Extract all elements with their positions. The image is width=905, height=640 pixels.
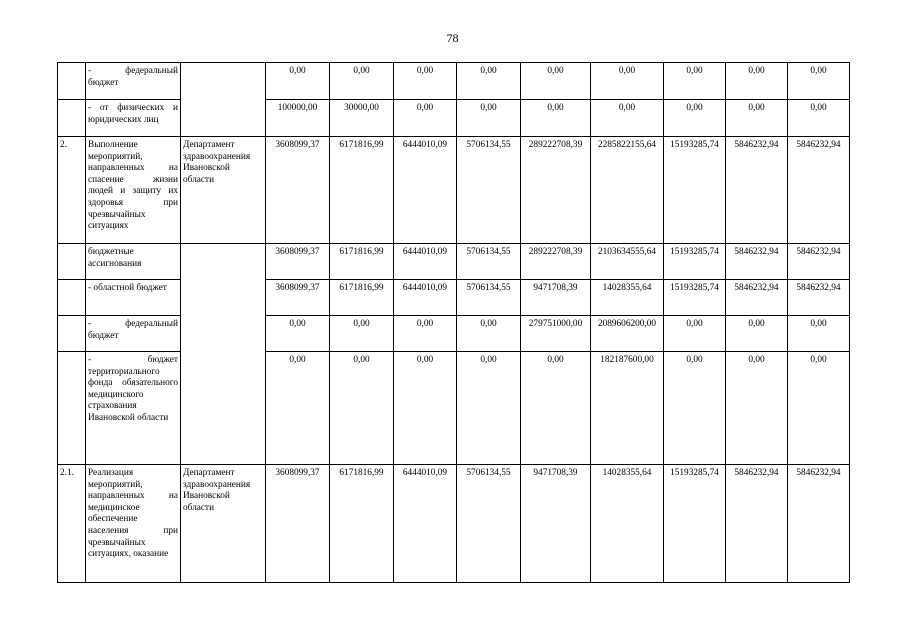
amount-cell: 6171816,99: [330, 280, 394, 316]
amount-cell: 3608099,37: [266, 280, 330, 316]
amount-cell: 0,00: [788, 100, 850, 137]
row-index-cell: 2.: [58, 137, 86, 244]
row-index-cell: [58, 244, 86, 280]
amount-cell: 0,00: [726, 316, 788, 352]
amount-cell: 0,00: [394, 352, 457, 465]
amount-cell: 0,00: [457, 100, 521, 137]
amount-cell: 0,00: [266, 63, 330, 100]
amount-cell: 0,00: [266, 316, 330, 352]
table-row: [58, 316, 850, 352]
row-executor-cell: [181, 244, 266, 465]
amount-cell: 0,00: [788, 63, 850, 100]
amount-cell: 9471708,39: [521, 465, 591, 583]
table-row: [58, 352, 850, 465]
amount-cell: 0,00: [394, 100, 457, 137]
amount-cell: 14028355,64: [591, 280, 664, 316]
amount-cell: 6444010,09: [394, 137, 457, 244]
amount-cell: 2103634555,64: [591, 244, 664, 280]
amount-cell: 6171816,99: [330, 137, 394, 244]
amount-cell: 5846232,94: [788, 280, 850, 316]
amount-cell: 0,00: [330, 352, 394, 465]
row-description-cell: - федеральный бюджет: [86, 316, 181, 352]
amount-cell: 3608099,37: [266, 137, 330, 244]
row-description-cell: Выполнение мероприятий, направленных на спасение жизни людей и защиту их здоровья при чрезвычайных ситуациях: [86, 137, 181, 244]
row-executor-cell: [181, 63, 266, 137]
amount-cell: 0,00: [591, 63, 664, 100]
amount-cell: 0,00: [788, 352, 850, 465]
table-row: [58, 63, 850, 100]
row-description-cell: бюджетные ассигнования: [86, 244, 181, 280]
table-row: [58, 137, 850, 244]
amount-cell: 279751000,00: [521, 316, 591, 352]
amount-cell: 14028355,64: [591, 465, 664, 583]
amount-cell: 6444010,09: [394, 244, 457, 280]
amount-cell: 5846232,94: [726, 137, 788, 244]
row-index-cell: [58, 280, 86, 316]
amount-cell: 5706134,55: [457, 465, 521, 583]
amount-cell: 0,00: [330, 316, 394, 352]
row-index-cell: [58, 63, 86, 100]
amount-cell: 15193285,74: [664, 465, 726, 583]
row-description-cell: - федеральный бюджет: [86, 63, 181, 100]
amount-cell: 6444010,09: [394, 465, 457, 583]
amount-cell: 5846232,94: [726, 244, 788, 280]
amount-cell: 3608099,37: [266, 244, 330, 280]
amount-cell: 9471708,39: [521, 280, 591, 316]
row-description-cell: - бюджет территориального фонда обязательного медицинского страхования Ивановской области: [86, 352, 181, 465]
row-description-cell: - от физических и юридических лиц: [86, 100, 181, 137]
amount-cell: 5846232,94: [788, 137, 850, 244]
amount-cell: 0,00: [788, 316, 850, 352]
amount-cell: 5706134,55: [457, 137, 521, 244]
amount-cell: 0,00: [457, 352, 521, 465]
amount-cell: 0,00: [266, 352, 330, 465]
amount-cell: 5846232,94: [726, 465, 788, 583]
amount-cell: 0,00: [521, 352, 591, 465]
amount-cell: 5706134,55: [457, 244, 521, 280]
amount-cell: 15193285,74: [664, 280, 726, 316]
amount-cell: 100000,00: [266, 100, 330, 137]
table-row: [58, 280, 850, 316]
row-index-cell: [58, 316, 86, 352]
amount-cell: 0,00: [591, 100, 664, 137]
amount-cell: 0,00: [664, 352, 726, 465]
table-row: [58, 244, 850, 280]
amount-cell: 0,00: [664, 100, 726, 137]
amount-cell: 6171816,99: [330, 244, 394, 280]
amount-cell: 0,00: [664, 316, 726, 352]
amount-cell: 0,00: [726, 352, 788, 465]
row-index-cell: [58, 352, 86, 465]
table-row: [58, 465, 850, 583]
amount-cell: 2285822155,64: [591, 137, 664, 244]
table-row: [58, 100, 850, 137]
amount-cell: 0,00: [394, 316, 457, 352]
amount-cell: 0,00: [521, 100, 591, 137]
amount-cell: 289222708,39: [521, 244, 591, 280]
amount-cell: 0,00: [394, 63, 457, 100]
page-number: 78: [446, 31, 459, 45]
row-executor-cell: Департамент здравоохранения Ивановской области: [181, 465, 266, 583]
amount-cell: 0,00: [726, 100, 788, 137]
row-description-cell: - областной бюджет: [86, 280, 181, 316]
amount-cell: 3608099,37: [266, 465, 330, 583]
amount-cell: 30000,00: [330, 100, 394, 137]
amount-cell: 0,00: [726, 63, 788, 100]
table-body: [58, 63, 850, 583]
amount-cell: 15193285,74: [664, 244, 726, 280]
row-executor-cell: Департамент здравоохранения Ивановской области: [181, 137, 266, 244]
row-description-cell: Реализация мероприятий, направленных на медицинское обеспечение населения при чрезвычайных ситуациях, оказание: [86, 465, 181, 583]
amount-cell: 5846232,94: [788, 465, 850, 583]
amount-cell: 5846232,94: [788, 244, 850, 280]
amount-cell: 15193285,74: [664, 137, 726, 244]
amount-cell: 289222708,39: [521, 137, 591, 244]
amount-cell: 5846232,94: [726, 280, 788, 316]
amount-cell: 182187600,00: [591, 352, 664, 465]
amount-cell: 6444010,09: [394, 280, 457, 316]
amount-cell: 5706134,55: [457, 280, 521, 316]
amount-cell: 0,00: [457, 63, 521, 100]
amount-cell: 0,00: [457, 316, 521, 352]
amount-cell: 0,00: [521, 63, 591, 100]
budget-table: [57, 62, 850, 583]
amount-cell: 0,00: [330, 63, 394, 100]
amount-cell: 2089606200,00: [591, 316, 664, 352]
row-index-cell: 2.1.: [58, 465, 86, 583]
amount-cell: 0,00: [664, 63, 726, 100]
amount-cell: 6171816,99: [330, 465, 394, 583]
row-index-cell: [58, 100, 86, 137]
